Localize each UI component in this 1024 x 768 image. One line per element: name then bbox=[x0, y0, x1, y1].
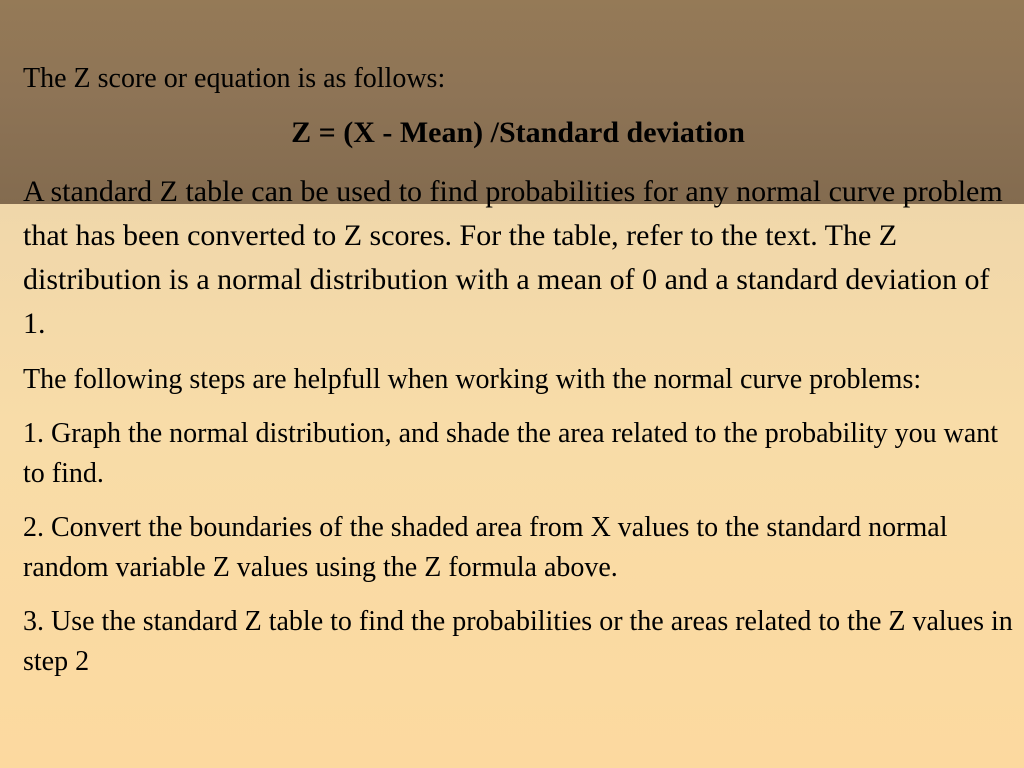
slide-content bbox=[23, 58, 1013, 682]
step-3: 3. Use the standard Z table to find the probabilities or the areas related to the Z values in step 2 bbox=[23, 606, 1013, 677]
step-1: 1. Graph the normal distribution, and shade the area related to the probability you want to find. bbox=[23, 418, 999, 489]
step-2: 2. Convert the boundaries of the shaded area from X values to the standard normal random variable Z values using the Z formula above. bbox=[23, 512, 948, 583]
z-table-description: A standard Z table can be used to find probabilities for any normal curve problem that has been converted to Z scores. For the table, refer to the text. The Z distribution is a normal distribution with a mean of 0 and a standard deviation of 1. bbox=[23, 175, 1003, 340]
steps-intro: The following steps are helpfull when working with the normal curve problems: bbox=[23, 364, 922, 395]
intro-text: The Z score or equation is as follows: bbox=[23, 63, 446, 94]
z-formula: Z = (X - Mean) /Standard deviation bbox=[291, 116, 745, 149]
